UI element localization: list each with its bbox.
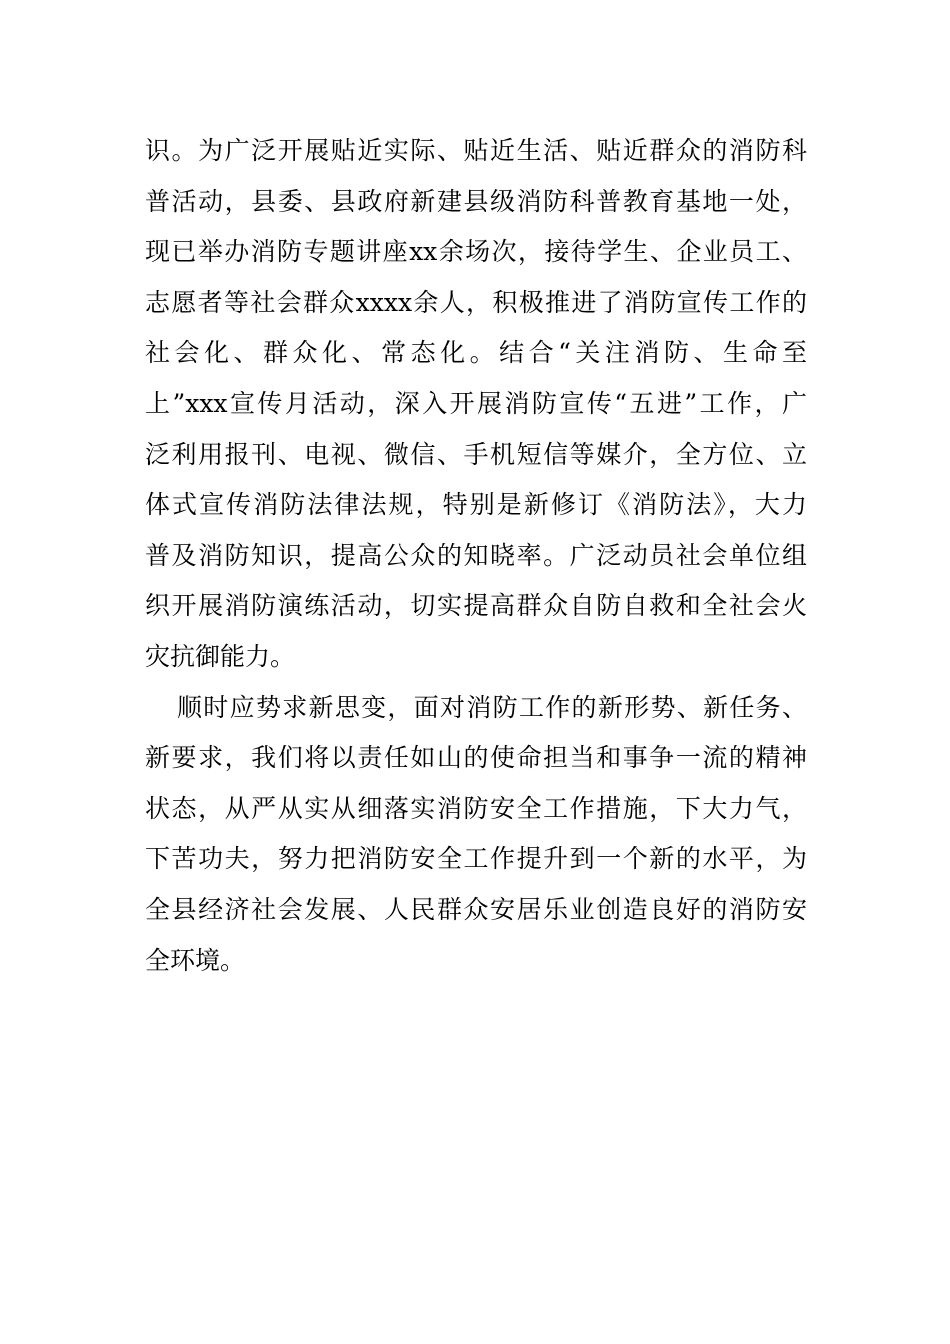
text-line: 新要求，我们将以责任如山的使命担当和事争一流的精神 [145, 743, 807, 773]
text-line: 普活动，县委、县政府新建县级消防科普教育基地一处， [145, 186, 807, 216]
text-line: 泛利用报刊、电视、微信、手机短信等媒介，全方位、立 [145, 439, 807, 469]
document-body [145, 126, 807, 986]
text-line: 志愿者等社会群众xxxx余人，积极推进了消防宣传工作的 [145, 287, 807, 317]
text-line: 上”xxx宣传月活动，深入开展消防宣传“五进”工作，广 [145, 388, 807, 418]
paragraph-fire-publicity [145, 126, 807, 683]
text-line: 状态，从严从实从细落实消防安全工作措施，下大力气， [145, 793, 807, 823]
text-line: 织开展消防演练活动，切实提高群众自防自救和全社会火 [145, 591, 807, 621]
text-line: 普及消防知识，提高公众的知晓率。广泛动员社会单位组 [145, 540, 807, 570]
text-line: 全环境。 [145, 945, 246, 975]
text-line: 全县经济社会发展、人民群众安居乐业创造良好的消防安 [145, 894, 807, 924]
text-line: 下苦功夫，努力把消防安全工作提升到一个新的水平，为 [145, 844, 807, 874]
paragraph-conclusion [145, 683, 807, 987]
text-line: 现已举办消防专题讲座xx余场次，接待学生、企业员工、 [145, 237, 807, 267]
text-line: 顺时应势求新思变，面对消防工作的新形势、新任务、 [177, 692, 807, 722]
text-line: 识。为广泛开展贴近实际、贴近生活、贴近群众的消防科 [145, 136, 807, 165]
text-line: 灾抗御能力。 [145, 641, 296, 671]
text-line: 社会化、群众化、常态化。结合“关注消防、生命至 [145, 338, 807, 368]
text-line: 体式宣传消防法律法规，特别是新修订《消防法》，大力 [145, 490, 807, 520]
